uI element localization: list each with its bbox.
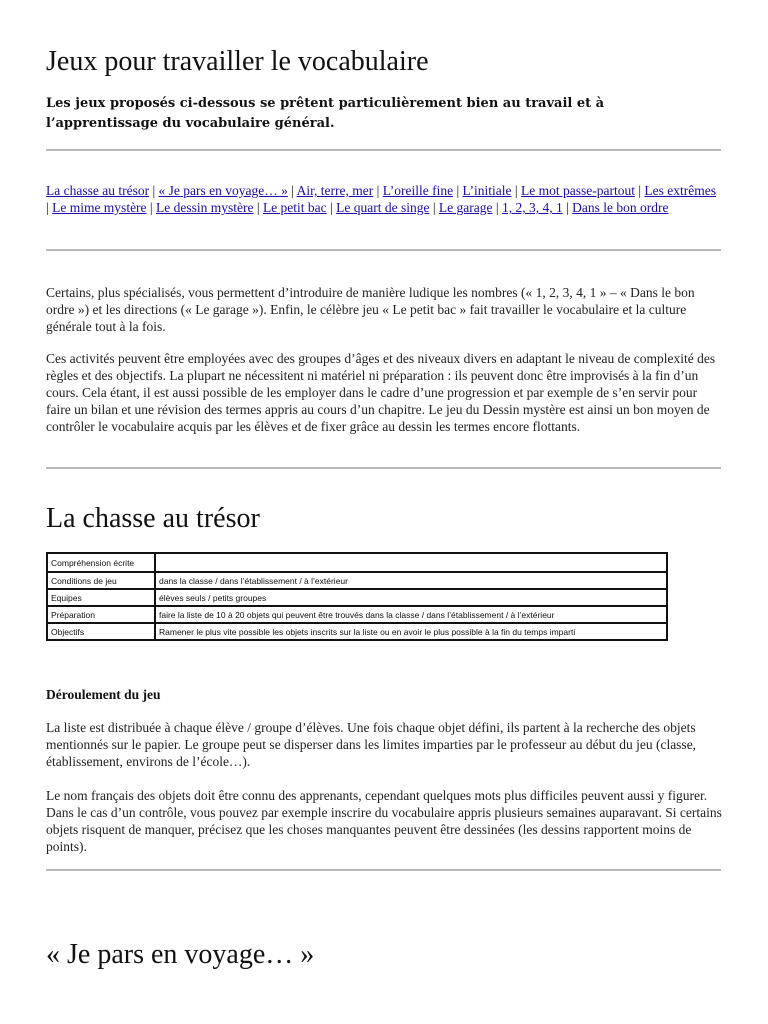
divider [46,249,721,251]
table-value: dans la classe / dans l’établissement / à l’extérieur [155,572,667,589]
divider [46,869,721,871]
table-row [47,572,667,589]
nav-link-mime-mystere[interactable]: Le mime mystère [52,200,147,215]
table-key: Compréhension écrite [47,553,155,572]
table-row [47,553,667,572]
divider [46,467,721,469]
section-heading-je-pars-en-voyage: « Je pars en voyage… » [46,939,315,970]
table-row [47,589,667,606]
nav-separator: | [149,183,159,198]
table-key: Préparation [47,606,155,623]
game-info-table [46,552,668,641]
nav-link-air-terre-mer[interactable]: Air, terre, mer [296,183,374,198]
nav-link-oreille-fine[interactable]: L’oreille fine [382,183,454,198]
table-key: Equipes [47,589,155,606]
nav-link-je-pars-en-voyage[interactable]: « Je pars en voyage… » [158,183,288,198]
nav-separator: | [46,200,53,215]
nav-separator: | [287,183,297,198]
nav-link-mot-passe-partout[interactable]: Le mot passe-partout [520,183,635,198]
nav-link-extremes[interactable]: Les extrêmes [644,183,716,198]
paragraph: Le nom français des objets doit être connu des apprenants, cependant quelques mots plus difficiles peuvent aussi y figurer. Dans le cas d’un contrôle, vous pouvez par exemple inscrire du vocabulaire appris plusieurs semaines auparavant. Si certains objets risquent de manquer, précisez que les choses manquantes peuvent être dessinées (les dessins rapportent moins de points). [46,788,722,854]
paragraph: Ces activités peuvent être employées avec des groupes d’âges et des niveaux divers en adaptant le niveau de complexité des règles et des objectifs. La plupart ne nécessitent ni matériel ni préparation : ils peuvent donc être improvisés à la fin d’un cours. Cela étant, il est aussi possible de les employer dans le cadre d’une progression et par exemple de s’en servir pour faire un bilan et une révision des termes appris au cours d’un chapitre. Le jeu du Dessin mystère est ainsi un bon moyen de contrôler le vocabulaire acquis par les élèves et de fixer grâce au dessin les termes encore flottants. [46,351,716,434]
nav-link-quart-de-singe[interactable]: Le quart de singe [336,200,430,215]
nav-separator: | [492,200,502,215]
games-nav [46,182,722,216]
nav-separator: | [511,183,521,198]
intro-text: Les jeux proposés ci-dessous se prêtent particulièrement bien au travail et à l’apprentissage du vocabulaire général. [46,96,605,131]
table-value: Ramener le plus vite possible les objets inscrits sur la liste ou en avoir le plus possible à la fin du temps imparti [155,623,667,640]
nav-link-initiale[interactable]: L’initiale [462,183,512,198]
nav-link-garage[interactable]: Le garage [438,200,493,215]
paragraph: La liste est distribuée à chaque élève / groupe d’élèves. Une fois chaque objet défini, ils partent à la recherche des objets mentionnés sur le papier. Le groupe peut se disperser dans les limites imparties par le professeur au début du jeu (classe, établissement, environs de l’école…). [46,720,697,769]
nav-link-1-2-3-4-1[interactable]: 1, 2, 3, 4, 1 [501,200,563,215]
nav-link-dessin-mystere[interactable]: Le dessin mystère [156,200,254,215]
nav-separator: | [562,200,573,215]
nav-link-petit-bac[interactable]: Le petit bac [262,200,327,215]
nav-separator: | [429,200,439,215]
nav-separator: | [453,183,463,198]
nav-separator: | [373,183,383,198]
nav-separator: | [146,200,156,215]
nav-link-chasse-au-tresor[interactable]: La chasse au trésor [46,183,150,198]
nav-separator: | [634,183,645,198]
table-value [155,553,667,572]
table-value: faire la liste de 10 à 20 objets qui peuvent être trouvés dans la classe / dans l’établissement / à l’extérieur [155,606,667,623]
nav-separator: | [326,200,337,215]
table-row [47,606,667,623]
table-value: élèves seuls / petits groupes [155,589,667,606]
nav-link-dans-le-bon-ordre[interactable]: Dans le bon ordre [572,200,669,215]
divider [46,149,721,151]
table-row [47,623,667,640]
page-title: Jeux pour travailler le vocabulaire [46,46,429,77]
table-key: Objectifs [47,623,155,640]
section-heading-chasse-au-tresor: La chasse au trésor [46,503,260,534]
paragraph: Certains, plus spécialisés, vous permettent d’introduire de manière ludique les nombres (« 1, 2, 3, 4, 1 » – « Dans le bon ordre ») et les directions (« Le garage »). Enfin, le célèbre jeu « Le petit bac » fait travailler le vocabulaire et la culture générale tout à la fois. [46,285,695,334]
table-key: Conditions de jeu [47,572,155,589]
subheading-deroulement: Déroulement du jeu [46,687,161,702]
nav-separator: | [253,200,263,215]
